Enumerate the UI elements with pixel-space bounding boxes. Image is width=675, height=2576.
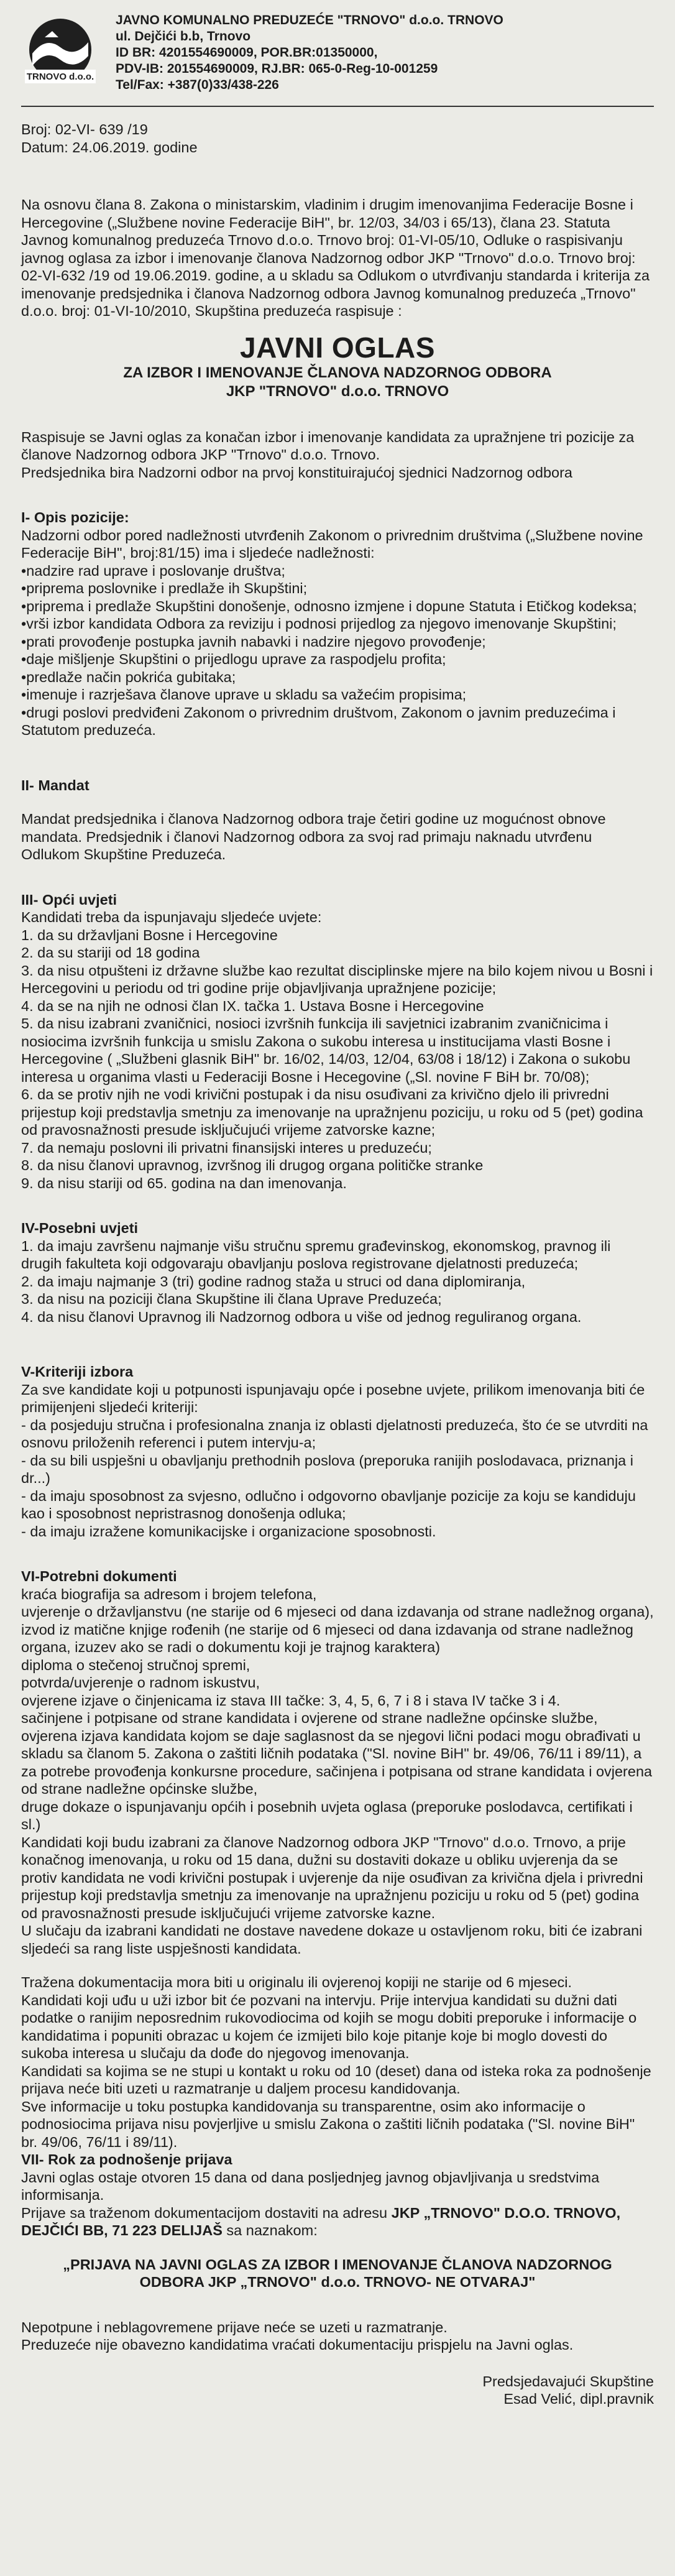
company-pdv: PDV-IB: 201554690009, RJ.BR: 065-0-Reg-10-001259: [116, 62, 438, 76]
section-5-body: Za sve kandidate koji u potpunosti ispunjavaju opće i posebne uvjete, prilikom imenovanja biti će primijenjeni sljedeći kriteriji: - da posjeduju stručna i profesionalna znanja iz oblasti djelatnosti preduzeća, što će se utvrditi na osnovu priloženih referenci i putem intervju-a; - da su bili uspješni u obavljanju prethodnih poslova (preporuka ranijih poslodavaca, priznanja i dr...) - da imaju sposobnost za svjesno, odlučno i odgovorno obavljanje pozicije za koju se kandiduju kao i sposobnost nepristrasnog donošenja odluka; - da imaju izražene komunikacijske i organizacione sposobnosti.: [21, 1381, 648, 1540]
section-3-heading: III- Opći uvjeti: [21, 891, 117, 908]
company-ids: ID BR: 4201554690009, POR.BR:01350000,: [116, 45, 378, 60]
header-divider: [21, 106, 654, 107]
section-4-body: 1. da imaju završenu najmanje višu stručnu spremu građevinskog, ekonomskog, pravnog ili drugih fakulteta koji odgovaraju obavljanju poslova registrovane djelatnosti preduzeća; 2. da imaju najmanje 3 (tri) godine radnog staža u struci od dana diplomiranja, 3. da nisu na poziciji člana Skupštine ili člana Uprave Preduzeća; 4. da nisu članovi Upravnog ili Nadzornog odbora u više od jednog reguliranog organa.: [21, 1237, 611, 1325]
section-2-heading: II- Mandat: [21, 777, 90, 793]
section-5-heading: V-Kriteriji izbora: [21, 1364, 134, 1380]
company-info: [116, 12, 503, 93]
section-2-body: Mandat predsjednika i članova Nadzornog odbora traje četiri godine uz mogućnost obnove mandata. Predsjednik i članovi Nadzornog odbora za svoj rad primaju naknadu utvrđenu Odlukom Skupštine Preduzeća.: [21, 811, 606, 862]
reference-number: Broj: 02-VI- 639 /19: [21, 121, 148, 137]
signature-name: Esad Velić, dipl.pravnik: [503, 2391, 654, 2407]
document-subtitle-1: ZA IZBOR I IMENOVANJE ČLANOVA NADZORNOG ODBORA: [123, 364, 552, 381]
company-contact: Tel/Fax: +387(0)33/438-226: [116, 78, 279, 92]
logo-text: TRNOVO d.o.o.: [26, 72, 94, 82]
legal-basis: Na osnovu člana 8. Zakona o ministarskim, vladinim i drugim imenovanjima Federacije Bosne i Hercegovine („Službene novine Federacije BiH", br. 12/03, 34/03 i 65/13), člana 23. Statuta Javnog komunalnog preduzeća Trnovo d.o.o. Trnovo broj: 01-VI-05/10, Odluke o raspisivanju javnog oglasa za izbor i imenovanje članova Nadzornog odbor JKP "Trnovo" d.o.o. Trnovo broj: 02-VI-632 /19 od 19.06.2019. godine, a u skladu sa Odlukom o utvrđivanju standarda i kriterija za imenovanje predsjednika i članova Nadzornog odbora Javnog komunalnog preduzeća „Trnovo" d.o.o. broj: 01-VI-10/2010, Skupština preduzeća raspisuje :: [21, 196, 650, 319]
section-4-heading: IV-Posebni uvjeti: [21, 1220, 139, 1236]
signature-block: [21, 2373, 654, 2408]
submission-address-intro: Prijave sa traženom dokumentacijom dostaviti na adresu: [21, 2204, 392, 2221]
section-6-body: kraća biografija sa adresom i brojem telefona, uvjerenje o državljanstvu (ne starije od 6 mjeseci od dana izdavanja od strane nadležnog organa), izvod iz matične knjige rođenih (ne starije od 6 mjeseci od dana izdavanja od strane nadležnog organa, izuzev ako se radi o dokumentu koji je trajnog karaktera) diploma o stečenoj stručnoj spremi, potvrda/uvjerenje o radnom iskustvu, ovjerene izjave o činjenicama iz stava III tačke: 3, 4, 5, 6, 7 i 8 i stava IV tačke 3 i 4. sačinjene i potpisane od strane kandidata i ovjerene od strane nadležne općinske službe, ovjerena izjava kandidata kojom se daje saglasnost da se njegovi lični podaci mogu obrađivati u skladu sa članom 5. Zakona o zaštiti ličnih podataka ("Sl. novine BiH" br. 49/06, 76/11 i 89/11), a za potrebe provođenja konkursne procedure, sačinjena i potpisana od strane kandidata i ovjerena od strane nadležne općinske službe, druge dokaze o ispunjavanju općih i posebnih uvjeta oglasa (preporuke poslodavca, certifikati i sl.) Kandidati koji budu izabrani za članove Nadzornog odbora JKP "Trnovo" d.o.o. Trnovo, a prije konačnog imenovanja, u roku od 15 dana, dužni su dostaviti dokaze u obliku uvjerenja da se protiv kandidata ne vodi krivični postupak i uvjerenje da nije osuđivan za krivična djela i privredni prijestup koji predstavlja smetnju za imenovanje na upražnjenu poziciju u roku od 5 (pet) godina od pravosnažnosti presude isključujući vrijeme zatvorske kazne. U slučaju da izabrani kandidati ne dostave navedene dokaze u ostavljenom roku, biti će izabrani sljedeći sa rang liste uspješnosti kandidata.: [21, 1586, 654, 1957]
section-7-heading: VII- Rok za podnošenje prijava: [21, 2151, 232, 2167]
submission-address-outro: sa naznakom:: [222, 2222, 318, 2238]
document-subtitle-2: JKP "TRNOVO" d.o.o. TRNOVO: [226, 382, 449, 400]
company-address: ul. Dejčići b.b, Trnovo: [116, 29, 251, 44]
submission-address-paragraph: [21, 2204, 654, 2240]
envelope-marking-line-2: ODBORA JKP „TRNOVO" d.o.o. TRNOVO- NE OTVARAJ": [139, 2274, 536, 2290]
section-6-body-continued: Tražena dokumentacija mora biti u originalu ili ovjerenoj kopiji ne starije od 6 mjeseci. Kandidati koji uđu u uži izbor bit će pozvani na intervju. Prije intervjua kandidati su dužni dati podatke o ranijim neposrednim rukovodiocima od kojih se mogu dobiti preporuke i informacije o kandidatima i popuniti obrazac u kojem će izmijeti bilo koje pitanje koje bi moglo dovesti do sukoba interesa u slučaju da dođe do njegovog imenovanja. Kandidati sa kojima se ne stupi u kontakt u roku od 10 (deset) dana od isteka roka za podnošenje prijava neće biti uzeti u razmatranje u daljem procesu kandidovanja. Sve informacije u toku postupka kandidovanja su transparentne, osim ako informacije o podnosiocima prijava nisu povjerljive u smislu Zakona o zaštiti ličnih podataka ("Sl. novine BiH" br. 49/06, 76/11 i 89/11).: [21, 1974, 651, 2150]
signature-role: Predsjedavajući Skupštine: [482, 2373, 654, 2389]
reference-date: Datum: 24.06.2019. godine: [21, 139, 198, 155]
submission-address: JKP „TRNOVO" D.O.O. TRNOVO, DEJČIĆI BB, 71 223 DELIJAŠ: [21, 2204, 621, 2238]
reference-block: [21, 121, 654, 156]
section-1-heading: I- Opis pozicije:: [21, 509, 129, 525]
section-1-body: Nadzorni odbor pored nadležnosti utvrđenih Zakonom o privrednim društvima („Službene novine Federacije BiH", broj:81/15) ima i sljedeće nadležnosti: •nadzire rad uprave i poslovanje društva; •priprema poslovnike i predlaže ih Skupštini; •priprema i predlaže Skupštini donošenje, odnosno izmjene i dopune Statuta i Etičkog kodeksa; •vrši izbor kandidata Odbora za reviziju i podnosi prijedlog za njegovo imenovanje Skupštini; •prati provođenje postupka javnih nabavki i nadzire njegovo provođenje; •daje mišljenje Skupštini o prijedlogu uprave za raspodjelu profita; •predlaže način pokrića gubitaka; •imenuje i razrješava članove uprave u skladu sa važećim propisima; •drugi poslovi predviđeni Zakonom o privrednim društvom, Zakonom o javnim preduzećima i Statutom preduzeća.: [21, 527, 643, 738]
section-3-body: Kandidati treba da ispunjavaju sljedeće uvjete: 1. da su državljani Bosne i Hercegovine 2. da su stariji od 18 godina 3. da nisu otpušteni iz državne službe kao rezultat disciplinske mjere na bilo kojem nivou u Bosni i Hercegovini u periodu od tri godine prije objavljivanja upražnjene pozicije; 4. da se na njih ne odnosi član IX. tačka 1. Ustava Bosne i Hercegovine 5. da nisu izabrani zvaničnici, nosioci izvršnih funkcija ili savjetnici izabranim zvaničnicima i nosiocima izvršnih funkcija u smislu Zakona o sukobu interesa u institucijama vlasti Bosne i Hercegovine ( „Službeni glasnik BiH" br. 16/02, 14/03, 12/04, 63/08 i 18/12) i Zakona o sukobu interesa u organima vlasti u Federaciji Bosne i Hecegovine („Sl. novine F BiH br. 70/08); 6. da se protiv njih ne vodi krivični postupak i da nisu osuđivani za krivično djelo ili privredni prijestup koji predstavlja smetnju za imenovanje na upražnjenu poziciju, u roku od 5 (pet) godina od pravosnažnosti presude isključujući vrijeme zatvorske kazne; 7. da nemaju poslovni ili privatni finansijski interes u preduzeću; 8. da nisu članovi upravnog, izvršnog ili drugog organa političke stranke 9. da nisu stariji od 65. godina na dan imenovanja.: [21, 909, 653, 1191]
section-6-heading: VI-Potrebni dokumenti: [21, 1568, 177, 1584]
letterhead: [21, 12, 654, 106]
preamble: Raspisuje se Javni oglas za konačan izbor i imenovanje kandidata za upražnjene tri pozicije za članove Nadzornog odbora JKP "Trnovo" d.o.o. Trnovo. Predsjednika bira Nadzorni odbor na prvoj konstituirajućoj sjednici Nadzornog odbora: [21, 428, 635, 481]
section-7-body: Javni oglas ostaje otvoren 15 dana od dana posljednjeg javnog objavljivanja u sredstvima informisanja.: [21, 2169, 600, 2203]
closing-notes: Nepotpune i neblagovremene prijave neće se uzeti u razmatranje. Preduzeće nije obavezno kandidatima vraćati dokumentaciju prispjelu na Javni oglas.: [21, 2319, 574, 2353]
company-name: JAVNO KOMUNALNO PREDUZEĆE "TRNOVO" d.o.o. TRNOVO: [116, 13, 503, 27]
document-title: JAVNI OGLAS: [240, 331, 435, 364]
company-logo: [21, 17, 99, 87]
envelope-marking-line-1: „PRIJAVA NA JAVNI OGLAS ZA IZBOR I IMENOVANJE ČLANOVA NADZORNOG: [63, 2256, 612, 2273]
